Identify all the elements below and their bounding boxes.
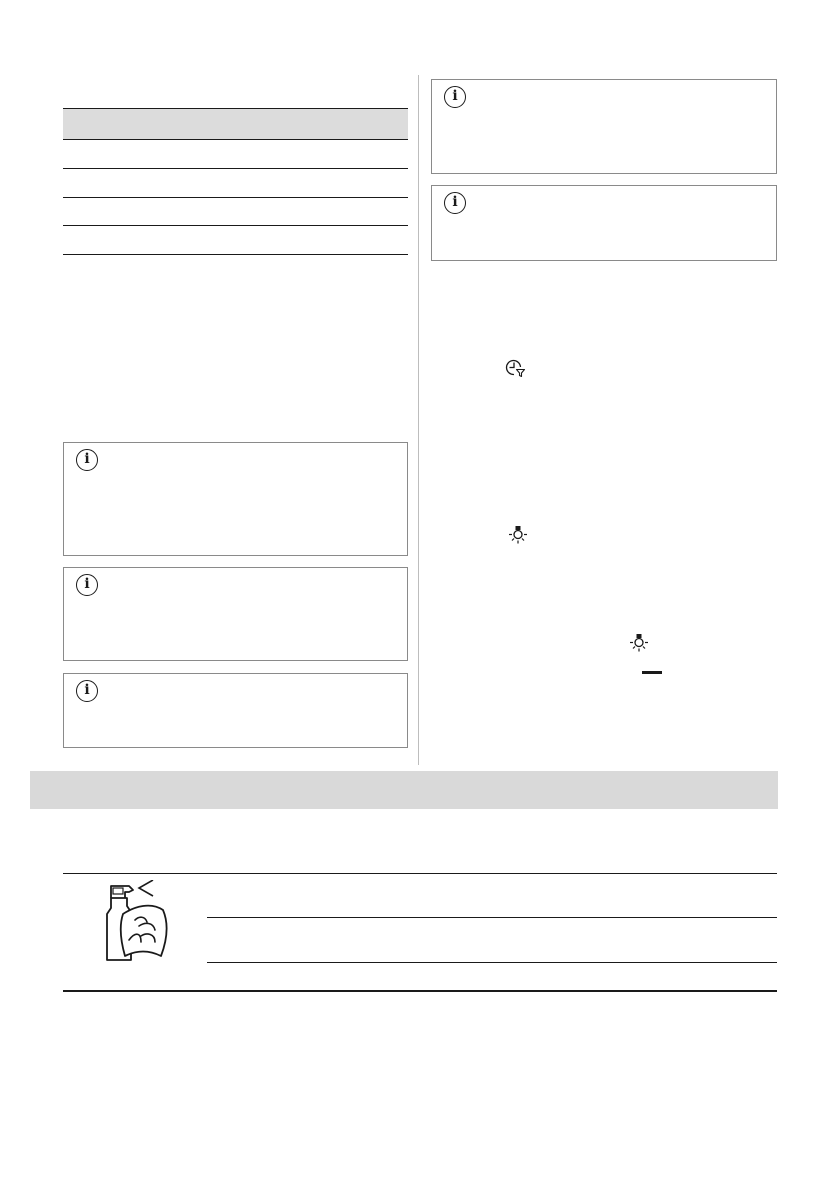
info-icon: i <box>76 574 98 596</box>
info-note-box <box>431 185 777 261</box>
light-icon <box>628 632 650 654</box>
info-icon: i <box>444 192 466 214</box>
light-icon <box>507 524 529 546</box>
info-note-box <box>63 567 408 661</box>
table-top-rule <box>63 873 777 874</box>
section-heading-bar <box>30 771 778 809</box>
table-row-divider <box>207 962 777 963</box>
info-note-box <box>63 673 408 748</box>
table-bottom-rule <box>63 990 777 992</box>
table-row-divider <box>63 168 408 169</box>
column-divider <box>418 75 419 765</box>
spray-and-cloth-icon <box>101 880 171 962</box>
minus-icon <box>642 671 662 674</box>
info-icon: i <box>76 680 98 702</box>
table-header-row <box>63 108 408 140</box>
info-icon: i <box>444 86 466 108</box>
table-row-divider <box>63 225 408 226</box>
table-row-divider <box>63 254 408 255</box>
filter-timer-icon <box>505 358 527 380</box>
info-icon: i <box>76 449 98 471</box>
info-note-box <box>431 79 777 174</box>
table-row-divider <box>207 917 777 918</box>
info-note-box <box>63 442 408 556</box>
table-row-divider <box>63 197 408 198</box>
